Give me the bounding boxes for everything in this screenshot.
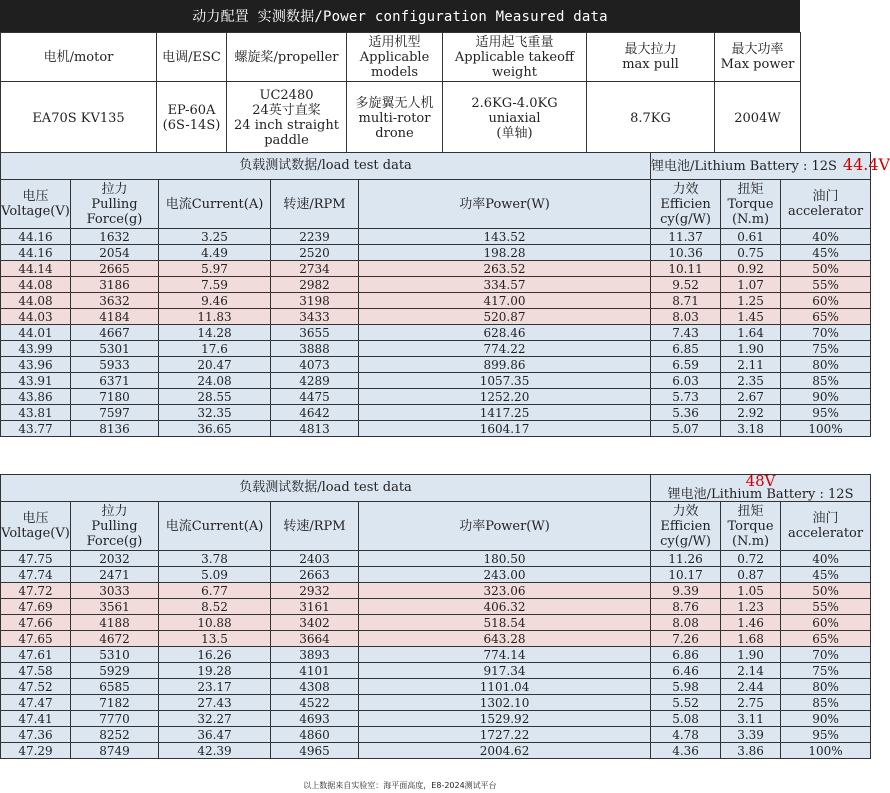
- cell-power: 263.52: [359, 261, 651, 277]
- cell-pull: 4672: [71, 631, 159, 647]
- cell-power: 518.54: [359, 615, 651, 631]
- cell-power: 417.00: [359, 293, 651, 309]
- cell-pull: 8136: [71, 421, 159, 437]
- cell-efficiency: 5.98: [651, 679, 721, 695]
- table-row: [1, 325, 871, 341]
- cell-power: 143.52: [359, 229, 651, 245]
- cell-power: 243.00: [359, 567, 651, 583]
- cell-pull: 3186: [71, 277, 159, 293]
- cell-throttle: 55%: [781, 599, 871, 615]
- battery-voltage: 44.4V: [842, 155, 890, 174]
- cell-torque: 1.25: [721, 293, 781, 309]
- cell-throttle: 75%: [781, 341, 871, 357]
- cell-pull: 5310: [71, 647, 159, 663]
- column-header-throttle: 油门 accelerator: [781, 502, 871, 551]
- cell-pull: 4188: [71, 615, 159, 631]
- cell-power: 628.46: [359, 325, 651, 341]
- cell-efficiency: 5.73: [651, 389, 721, 405]
- cell-power: 1529.92: [359, 711, 651, 727]
- cell-rpm: 2403: [271, 551, 359, 567]
- cell-throttle: 90%: [781, 389, 871, 405]
- cell-voltage: 47.61: [1, 647, 71, 663]
- column-header-power: 功率Power(W): [359, 180, 651, 229]
- cell-pull: 2054: [71, 245, 159, 261]
- cell-current: 20.47: [159, 357, 271, 373]
- cell-pull: 6585: [71, 679, 159, 695]
- cell-current: 16.26: [159, 647, 271, 663]
- cell-rpm: 2663: [271, 567, 359, 583]
- cell-current: 42.39: [159, 743, 271, 759]
- cell-torque: 1.64: [721, 325, 781, 341]
- load-test-table-48v: [0, 474, 871, 759]
- cell-pull: 3632: [71, 293, 159, 309]
- table-row: [1, 743, 871, 759]
- column-header-voltage: 电压 Voltage(V): [1, 180, 71, 229]
- config-value-max-power: 2004W: [715, 82, 801, 155]
- cell-rpm: 4693: [271, 711, 359, 727]
- table-row: [1, 357, 871, 373]
- cell-throttle: 50%: [781, 261, 871, 277]
- cell-efficiency: 5.08: [651, 711, 721, 727]
- cell-current: 11.83: [159, 309, 271, 325]
- column-header-efficiency: 力效 Efficien cy(g/W): [651, 502, 721, 551]
- cell-efficiency: 8.03: [651, 309, 721, 325]
- cell-pull: 8749: [71, 743, 159, 759]
- cell-voltage: 44.08: [1, 293, 71, 309]
- footer-note: 以上数据来自实验室：海平面高度，E8-2024测试平台: [303, 781, 497, 790]
- cell-current: 4.49: [159, 245, 271, 261]
- cell-voltage: 47.58: [1, 663, 71, 679]
- table-row: [1, 229, 871, 245]
- table-row: [1, 583, 871, 599]
- cell-throttle: 75%: [781, 663, 871, 679]
- table-row: [1, 373, 871, 389]
- cell-voltage: 43.81: [1, 405, 71, 421]
- table-row: [1, 341, 871, 357]
- cell-throttle: 65%: [781, 309, 871, 325]
- cell-throttle: 45%: [781, 245, 871, 261]
- column-header-efficiency: 力效 Efficien cy(g/W): [651, 180, 721, 229]
- cell-rpm: 4101: [271, 663, 359, 679]
- cell-throttle: 70%: [781, 647, 871, 663]
- column-header-rpm: 转速/RPM: [271, 180, 359, 229]
- cell-throttle: 90%: [781, 711, 871, 727]
- cell-voltage: 44.01: [1, 325, 71, 341]
- cell-rpm: 3664: [271, 631, 359, 647]
- cell-efficiency: 10.36: [651, 245, 721, 261]
- cell-power: 1302.10: [359, 695, 651, 711]
- config-value-max-pull: 8.7KG: [587, 82, 715, 155]
- cell-rpm: 4289: [271, 373, 359, 389]
- cell-torque: 2.67: [721, 389, 781, 405]
- table-row: [1, 711, 871, 727]
- config-header-propeller: 螺旋桨/propeller: [227, 33, 347, 82]
- cell-pull: 4667: [71, 325, 159, 341]
- cell-power: 774.22: [359, 341, 651, 357]
- cell-rpm: 4073: [271, 357, 359, 373]
- cell-throttle: 60%: [781, 615, 871, 631]
- cell-efficiency: 5.07: [651, 421, 721, 437]
- cell-current: 24.08: [159, 373, 271, 389]
- cell-pull: 5301: [71, 341, 159, 357]
- cell-current: 10.88: [159, 615, 271, 631]
- table-row: [1, 663, 871, 679]
- table-row: [1, 695, 871, 711]
- cell-efficiency: 8.71: [651, 293, 721, 309]
- cell-voltage: 47.75: [1, 551, 71, 567]
- cell-throttle: 40%: [781, 229, 871, 245]
- cell-voltage: 44.16: [1, 245, 71, 261]
- config-value-models: 多旋翼无人机 multi-rotor drone: [347, 82, 443, 155]
- cell-pull: 5929: [71, 663, 159, 679]
- cell-torque: 1.68: [721, 631, 781, 647]
- cell-pull: 4184: [71, 309, 159, 325]
- cell-voltage: 47.29: [1, 743, 71, 759]
- cell-torque: 1.05: [721, 583, 781, 599]
- table-row: [1, 679, 871, 695]
- cell-rpm: 2239: [271, 229, 359, 245]
- cell-power: 1252.20: [359, 389, 651, 405]
- cell-rpm: 3433: [271, 309, 359, 325]
- cell-current: 6.77: [159, 583, 271, 599]
- table-row: [1, 293, 871, 309]
- table-row: [1, 599, 871, 615]
- cell-throttle: 85%: [781, 373, 871, 389]
- cell-rpm: 2734: [271, 261, 359, 277]
- cell-current: 7.59: [159, 277, 271, 293]
- cell-throttle: 80%: [781, 357, 871, 373]
- cell-efficiency: 6.46: [651, 663, 721, 679]
- column-header-rpm: 转速/RPM: [271, 502, 359, 551]
- table-row: [1, 277, 871, 293]
- cell-current: 5.09: [159, 567, 271, 583]
- cell-pull: 7182: [71, 695, 159, 711]
- load-test-banner: 负载测试数据/load test data: [1, 475, 651, 502]
- cell-throttle: 85%: [781, 695, 871, 711]
- cell-torque: 2.75: [721, 695, 781, 711]
- cell-throttle: 45%: [781, 567, 871, 583]
- cell-efficiency: 8.76: [651, 599, 721, 615]
- cell-power: 323.06: [359, 583, 651, 599]
- cell-voltage: 43.86: [1, 389, 71, 405]
- cell-current: 28.55: [159, 389, 271, 405]
- cell-throttle: 40%: [781, 551, 871, 567]
- table-row: [1, 309, 871, 325]
- cell-voltage: 44.14: [1, 261, 71, 277]
- cell-efficiency: 10.11: [651, 261, 721, 277]
- cell-power: 1604.17: [359, 421, 651, 437]
- cell-rpm: 2932: [271, 583, 359, 599]
- config-value-esc: EP-60A (6S-14S): [157, 82, 227, 155]
- cell-throttle: 60%: [781, 293, 871, 309]
- cell-torque: 3.11: [721, 711, 781, 727]
- cell-torque: 0.92: [721, 261, 781, 277]
- cell-voltage: 44.16: [1, 229, 71, 245]
- cell-pull: 3561: [71, 599, 159, 615]
- column-header-pull: 拉力 Pulling Force(g): [71, 502, 159, 551]
- cell-rpm: 3888: [271, 341, 359, 357]
- config-header-esc: 电调/ESC: [157, 33, 227, 82]
- cell-voltage: 47.66: [1, 615, 71, 631]
- cell-pull: 3033: [71, 583, 159, 599]
- column-header-torque: 扭矩 Torque (N.m): [721, 180, 781, 229]
- cell-power: 406.32: [359, 599, 651, 615]
- cell-current: 23.17: [159, 679, 271, 695]
- cell-throttle: 95%: [781, 727, 871, 743]
- cell-current: 8.52: [159, 599, 271, 615]
- cell-voltage: 43.99: [1, 341, 71, 357]
- load-test-banner: 负载测试数据/load test data: [1, 153, 651, 180]
- cell-rpm: 4965: [271, 743, 359, 759]
- column-header-voltage: 电压 Voltage(V): [1, 502, 71, 551]
- table-row: [1, 551, 871, 567]
- config-header-max-pull: 最大拉力 max pull: [587, 33, 715, 82]
- cell-power: 1057.35: [359, 373, 651, 389]
- cell-throttle: 80%: [781, 679, 871, 695]
- cell-rpm: 3655: [271, 325, 359, 341]
- cell-efficiency: 6.86: [651, 647, 721, 663]
- cell-current: 32.27: [159, 711, 271, 727]
- cell-voltage: 47.65: [1, 631, 71, 647]
- cell-throttle: 70%: [781, 325, 871, 341]
- cell-voltage: 47.41: [1, 711, 71, 727]
- cell-pull: 2471: [71, 567, 159, 583]
- battery-info: [651, 153, 890, 180]
- cell-current: 14.28: [159, 325, 271, 341]
- cell-current: 5.97: [159, 261, 271, 277]
- cell-torque: 3.86: [721, 743, 781, 759]
- cell-rpm: 2982: [271, 277, 359, 293]
- cell-pull: 7770: [71, 711, 159, 727]
- config-header-motor: 电机/motor: [1, 33, 157, 82]
- cell-torque: 1.45: [721, 309, 781, 325]
- cell-efficiency: 4.36: [651, 743, 721, 759]
- cell-efficiency: 5.36: [651, 405, 721, 421]
- cell-torque: 2.92: [721, 405, 781, 421]
- cell-throttle: 100%: [781, 421, 871, 437]
- cell-torque: 0.87: [721, 567, 781, 583]
- cell-efficiency: 6.03: [651, 373, 721, 389]
- cell-power: 899.86: [359, 357, 651, 373]
- cell-voltage: 47.72: [1, 583, 71, 599]
- cell-current: 36.65: [159, 421, 271, 437]
- cell-rpm: 4642: [271, 405, 359, 421]
- config-value-takeoff-weight: 2.6KG-4.0KG uniaxial (单轴): [443, 82, 587, 155]
- table-row: [1, 567, 871, 583]
- table-row: [1, 261, 871, 277]
- table-row: [1, 405, 871, 421]
- column-header-current: 电流Current(A): [159, 502, 271, 551]
- cell-pull: 2032: [71, 551, 159, 567]
- battery-voltage: 48V: [745, 472, 776, 490]
- battery-label: 锂电池/Lithium Battery : 12S: [651, 159, 837, 174]
- cell-efficiency: 7.43: [651, 325, 721, 341]
- cell-torque: 0.61: [721, 229, 781, 245]
- table-row: [1, 647, 871, 663]
- cell-efficiency: 6.59: [651, 357, 721, 373]
- page-title: 动力配置 实测数据/Power configuration Measured data: [0, 0, 800, 32]
- cell-efficiency: 10.17: [651, 567, 721, 583]
- cell-current: 9.46: [159, 293, 271, 309]
- cell-pull: 8252: [71, 727, 159, 743]
- column-header-current: 电流Current(A): [159, 180, 271, 229]
- cell-rpm: 4522: [271, 695, 359, 711]
- cell-torque: 2.11: [721, 357, 781, 373]
- table-row: [1, 389, 871, 405]
- cell-voltage: 47.36: [1, 727, 71, 743]
- cell-pull: 2665: [71, 261, 159, 277]
- cell-efficiency: 6.85: [651, 341, 721, 357]
- cell-efficiency: 9.52: [651, 277, 721, 293]
- cell-torque: 1.46: [721, 615, 781, 631]
- cell-pull: 1632: [71, 229, 159, 245]
- cell-voltage: 47.74: [1, 567, 71, 583]
- cell-voltage: 43.96: [1, 357, 71, 373]
- cell-current: 17.6: [159, 341, 271, 357]
- cell-efficiency: 11.26: [651, 551, 721, 567]
- cell-power: 774.14: [359, 647, 651, 663]
- cell-power: 643.28: [359, 631, 651, 647]
- cell-power: 1727.22: [359, 727, 651, 743]
- cell-efficiency: 5.52: [651, 695, 721, 711]
- cell-current: 13.5: [159, 631, 271, 647]
- cell-power: 917.34: [359, 663, 651, 679]
- cell-torque: 1.90: [721, 647, 781, 663]
- cell-voltage: 44.03: [1, 309, 71, 325]
- column-header-throttle: 油门 accelerator: [781, 180, 871, 229]
- cell-torque: 3.39: [721, 727, 781, 743]
- cell-throttle: 55%: [781, 277, 871, 293]
- cell-rpm: 3893: [271, 647, 359, 663]
- cell-efficiency: 4.78: [651, 727, 721, 743]
- table-row: [1, 727, 871, 743]
- battery-info: [651, 472, 871, 502]
- cell-pull: 5933: [71, 357, 159, 373]
- cell-efficiency: 7.26: [651, 631, 721, 647]
- cell-torque: 0.72: [721, 551, 781, 567]
- cell-efficiency: 11.37: [651, 229, 721, 245]
- config-value-propeller: UC2480 24英寸直桨 24 inch straight paddle: [227, 82, 347, 155]
- cell-rpm: 2520: [271, 245, 359, 261]
- cell-rpm: 4308: [271, 679, 359, 695]
- column-header-power: 功率Power(W): [359, 502, 651, 551]
- cell-current: 27.43: [159, 695, 271, 711]
- table-row: [1, 615, 871, 631]
- cell-rpm: 4813: [271, 421, 359, 437]
- column-header-pull: 拉力 Pulling Force(g): [71, 180, 159, 229]
- cell-current: 3.25: [159, 229, 271, 245]
- cell-power: 1417.25: [359, 405, 651, 421]
- cell-voltage: 43.77: [1, 421, 71, 437]
- config-header-takeoff-weight: 适用起飞重量 Applicable takeoff weight: [443, 33, 587, 82]
- cell-torque: 2.14: [721, 663, 781, 679]
- config-header-models: 适用机型 Applicable models: [347, 33, 443, 82]
- cell-throttle: 50%: [781, 583, 871, 599]
- cell-power: 334.57: [359, 277, 651, 293]
- cell-voltage: 47.69: [1, 599, 71, 615]
- load-test-table-44v: [0, 152, 890, 437]
- cell-torque: 3.18: [721, 421, 781, 437]
- cell-throttle: 95%: [781, 405, 871, 421]
- cell-throttle: 100%: [781, 743, 871, 759]
- config-value-motor: EA70S KV135: [1, 82, 157, 155]
- cell-torque: 1.07: [721, 277, 781, 293]
- cell-current: 19.28: [159, 663, 271, 679]
- cell-pull: 7597: [71, 405, 159, 421]
- cell-torque: 0.75: [721, 245, 781, 261]
- cell-efficiency: 8.08: [651, 615, 721, 631]
- cell-voltage: 47.47: [1, 695, 71, 711]
- cell-voltage: 47.52: [1, 679, 71, 695]
- table-row: [1, 631, 871, 647]
- cell-rpm: 3161: [271, 599, 359, 615]
- cell-voltage: 44.08: [1, 277, 71, 293]
- config-table: [0, 32, 801, 155]
- cell-current: 36.47: [159, 727, 271, 743]
- cell-power: 198.28: [359, 245, 651, 261]
- cell-voltage: 43.91: [1, 373, 71, 389]
- cell-power: 180.50: [359, 551, 651, 567]
- cell-power: 1101.04: [359, 679, 651, 695]
- cell-torque: 2.44: [721, 679, 781, 695]
- cell-current: 32.35: [159, 405, 271, 421]
- cell-current: 3.78: [159, 551, 271, 567]
- cell-torque: 1.90: [721, 341, 781, 357]
- cell-throttle: 65%: [781, 631, 871, 647]
- cell-torque: 1.23: [721, 599, 781, 615]
- cell-rpm: 4860: [271, 727, 359, 743]
- table-row: [1, 421, 871, 437]
- table-row: [1, 245, 871, 261]
- cell-pull: 7180: [71, 389, 159, 405]
- cell-power: 2004.62: [359, 743, 651, 759]
- cell-efficiency: 9.39: [651, 583, 721, 599]
- cell-power: 520.87: [359, 309, 651, 325]
- cell-pull: 6371: [71, 373, 159, 389]
- cell-rpm: 3402: [271, 615, 359, 631]
- column-header-torque: 扭矩 Torque (N.m): [721, 502, 781, 551]
- battery-label: 锂电池/Lithium Battery : 12S: [667, 487, 854, 502]
- cell-rpm: 4475: [271, 389, 359, 405]
- config-header-max-power: 最大功率 Max power: [715, 33, 801, 82]
- cell-rpm: 3198: [271, 293, 359, 309]
- cell-torque: 2.35: [721, 373, 781, 389]
